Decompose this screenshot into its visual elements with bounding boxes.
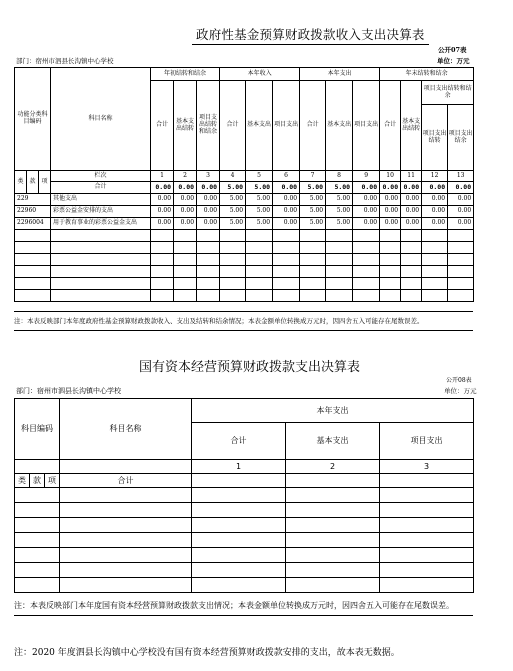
col-num: 6: [273, 171, 300, 182]
total-value: 0.00: [448, 182, 474, 194]
t2-header-total: 合计: [192, 423, 286, 460]
row-value: 5.00: [246, 206, 273, 218]
table2-title: 国有资本经营预算财政拨款支出决算表: [139, 360, 361, 375]
row-value: 0.00: [174, 206, 197, 218]
table1-form-no: 公开07表: [438, 46, 467, 54]
row-value: 0.00: [197, 206, 220, 218]
row-value: 5.00: [300, 218, 326, 230]
header-begin-proj: 项目支出结转和结余: [197, 81, 220, 171]
table1-bottom-rule: [14, 311, 473, 312]
total-value: 5.00: [326, 182, 353, 194]
row-value: 0.00: [273, 194, 300, 206]
header-lei: 类: [15, 171, 27, 194]
header-income-proj: 项目支出: [273, 81, 300, 171]
row-value: 0.00: [401, 218, 422, 230]
row-value: 0.00: [353, 218, 380, 230]
row-value: 0.00: [197, 218, 220, 230]
footer-note: 注：2020 年度泗县长沟镇中心学校没有国有资本经营预算财政拨款安排的支出，故本表无数据。: [14, 648, 400, 658]
table1-note-rule: [14, 330, 473, 331]
header-end-basic: 基本支出结转: [401, 81, 422, 171]
col-num: 10: [380, 171, 401, 182]
header-expend: 本年支出: [300, 68, 380, 81]
header-begin: 年初结转和结余: [151, 68, 220, 81]
row-value: 0.00: [273, 206, 300, 218]
empty-row: [15, 503, 474, 518]
table1-note: 注：本表反映部门本年度政府性基金预算财政拨款收入、支出及结转和结余情况；本表金额单位转换成万元时，因四舍五入可能存在尾数误差。: [14, 317, 424, 325]
empty-row: [15, 548, 474, 563]
t2-col-num: 1: [192, 460, 286, 474]
col-num: 7: [300, 171, 326, 182]
row-value: 0.00: [174, 194, 197, 206]
table2: [14, 398, 474, 593]
header-expend-basic: 基本支出: [326, 81, 353, 171]
row-value: 0.00: [380, 194, 401, 206]
col-num: 13: [448, 171, 474, 182]
table-row: [15, 194, 474, 206]
row-value: 0.00: [448, 206, 474, 218]
row-value: 5.00: [220, 206, 246, 218]
header-income-total: 合计: [220, 81, 246, 171]
row-value: 0.00: [401, 206, 422, 218]
table2-dept: 部门：宿州市泗县长沟镇中心学校: [16, 387, 121, 395]
table2-note-rule: [14, 615, 473, 616]
header-expend-total: 合计: [300, 81, 326, 171]
empty-row: [15, 242, 474, 254]
row-value: 0.00: [448, 218, 474, 230]
total-value: 5.00: [246, 182, 273, 194]
row-value: 5.00: [246, 194, 273, 206]
col-num: 5: [246, 171, 273, 182]
col-num: 8: [326, 171, 353, 182]
row-value: 5.00: [326, 194, 353, 206]
row-code: 229: [15, 194, 51, 206]
row-name: 其他支出: [51, 194, 151, 206]
empty-row: [15, 278, 474, 290]
row-value: 0.00: [422, 218, 448, 230]
col-num: 12: [422, 171, 448, 182]
t2-total-label: 合计: [60, 474, 192, 488]
row-name: 彩票公益金安排的支出: [51, 206, 151, 218]
row-value: 0.00: [422, 194, 448, 206]
total-value: 0.00: [422, 182, 448, 194]
empty-row: [15, 533, 474, 548]
row-value: 5.00: [300, 194, 326, 206]
table2-form-no: 公开08表: [446, 377, 472, 384]
row-value: 5.00: [326, 218, 353, 230]
total-label: 合计: [51, 182, 151, 194]
header-xiang: 项: [39, 171, 51, 194]
t2-header-proj: 项目支出: [380, 423, 474, 460]
total-value: 0.00: [380, 182, 401, 194]
empty-row: [15, 230, 474, 242]
row-value: 0.00: [353, 194, 380, 206]
row-value: 0.00: [448, 194, 474, 206]
total-value: 0.00: [174, 182, 197, 194]
row-value: 0.00: [401, 194, 422, 206]
table1: [14, 67, 474, 302]
t2-col-num: 2: [286, 460, 380, 474]
header-end: 年末结转和结余: [380, 68, 474, 81]
empty-row: [15, 266, 474, 278]
col-num: 9: [353, 171, 380, 182]
row-value: 0.00: [151, 218, 174, 230]
row-value: 5.00: [246, 218, 273, 230]
row-value: 0.00: [380, 206, 401, 218]
row-value: 0.00: [151, 194, 174, 206]
table2-unit: 单位：万元: [444, 387, 477, 395]
t2-header-lei: 类: [15, 474, 30, 488]
header-end-total: 合计: [380, 81, 401, 171]
row-value: 0.00: [422, 206, 448, 218]
total-value: 0.00: [353, 182, 380, 194]
header-lanci: 栏次: [51, 171, 151, 182]
row-value: 0.00: [380, 218, 401, 230]
row-value: 0.00: [197, 194, 220, 206]
header-expend-proj: 项目支出: [353, 81, 380, 171]
header-income-basic: 基本支出: [246, 81, 273, 171]
table1-unit: 单位：万元: [437, 57, 470, 65]
row-name: 用于教育事业的彩票公益金支出: [51, 218, 151, 230]
t2-header-code: 科目编码: [15, 399, 60, 460]
table2-note: 注：本表反映部门本年度国有资本经营预算财政拨款支出情况；本表金额单位转换成万元时，因四舍五入可能存在尾数误差。: [14, 601, 454, 610]
t2-header-name: 科目名称: [60, 399, 192, 460]
t2-header-kuan: 款: [30, 474, 45, 488]
col-num: 3: [197, 171, 220, 182]
col-num: 11: [401, 171, 422, 182]
row-value: 0.00: [174, 218, 197, 230]
header-income: 本年收入: [220, 68, 300, 81]
total-value: 0.00: [401, 182, 422, 194]
header-func-code: 功能分类科目编码: [15, 68, 51, 171]
table-row: [15, 218, 474, 230]
col-num: 2: [174, 171, 197, 182]
row-value: 0.00: [151, 206, 174, 218]
row-value: 5.00: [300, 206, 326, 218]
table1-dept: 部门：宿州市泗县长沟镇中心学校: [16, 57, 114, 65]
t2-header-expend: 本年支出: [192, 399, 474, 423]
total-value: 0.00: [151, 182, 174, 194]
empty-row: [15, 290, 474, 302]
table1-title: 政府性基金预算财政拨款收入支出决算表: [196, 27, 425, 42]
total-value: 0.00: [273, 182, 300, 194]
row-value: 5.00: [326, 206, 353, 218]
header-begin-total: 合计: [151, 81, 174, 171]
row-code: 22960: [15, 206, 51, 218]
col-num: 4: [220, 171, 246, 182]
empty-row: [15, 518, 474, 533]
table-row: [15, 206, 474, 218]
header-end-proj-carry: 项目支出结转: [422, 105, 448, 171]
empty-row: [15, 488, 474, 503]
row-value: 5.00: [220, 218, 246, 230]
t2-header-basic: 基本支出: [286, 423, 380, 460]
empty-row: [15, 254, 474, 266]
t2-header-xiang: 项: [45, 474, 60, 488]
total-value: 5.00: [220, 182, 246, 194]
col-num: 1: [151, 171, 174, 182]
row-code: 2296004: [15, 218, 51, 230]
header-end-proj: 项目支出结转和结余: [422, 81, 474, 105]
empty-row: [15, 563, 474, 578]
row-value: 0.00: [353, 206, 380, 218]
header-kuan: 款: [27, 171, 39, 194]
header-begin-basic: 基本支出结转: [174, 81, 197, 171]
total-value: 0.00: [197, 182, 220, 194]
row-value: 0.00: [273, 218, 300, 230]
empty-row: [15, 578, 474, 593]
row-value: 5.00: [220, 194, 246, 206]
t2-col-num: 3: [380, 460, 474, 474]
header-item-name: 科目名称: [51, 68, 151, 171]
total-value: 5.00: [300, 182, 326, 194]
header-end-proj-surplus: 项目支出结余: [448, 105, 474, 171]
